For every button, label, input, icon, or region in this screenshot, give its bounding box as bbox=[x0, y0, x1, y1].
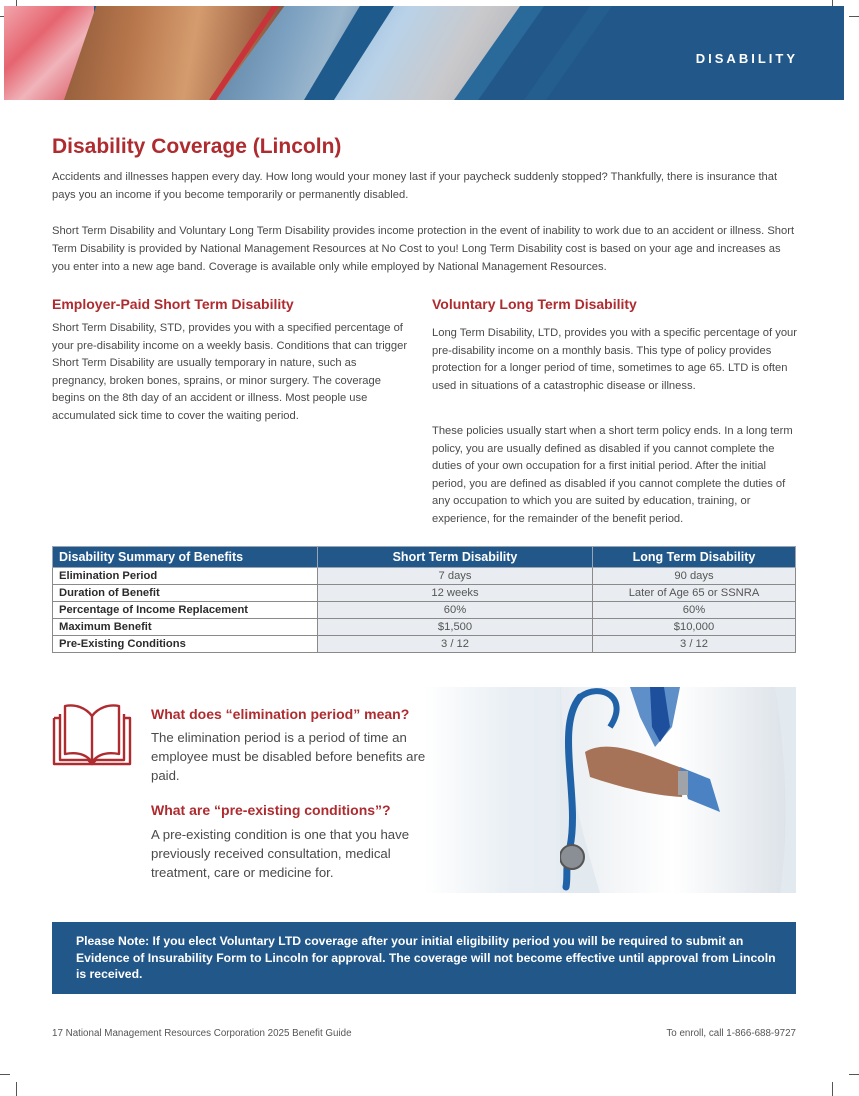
table-row bbox=[53, 619, 796, 636]
intro-paragraph: Accidents and illnesses happen every day. How long would your money last if your paycheck suddenly stopped? Thankfully, there is insurance that pays you an income if you become temporarily or permanently disabled. bbox=[52, 171, 778, 201]
std-value: 60% bbox=[318, 602, 593, 619]
std-heading: Employer-Paid Short Term Disability bbox=[52, 296, 294, 312]
ltd-value: 3 / 12 bbox=[593, 636, 796, 653]
row-label: Percentage of Income Replacement bbox=[53, 602, 318, 619]
std-value: $1,500 bbox=[318, 619, 593, 636]
column-header: Disability Summary of Benefits bbox=[53, 547, 318, 568]
banner-blue-stripe bbox=[524, 6, 634, 100]
ltd-heading: Voluntary Long Term Disability bbox=[432, 296, 637, 312]
std-value: 3 / 12 bbox=[318, 636, 593, 653]
header-banner bbox=[4, 6, 844, 100]
ltd-value: $10,000 bbox=[593, 619, 796, 636]
open-book-icon bbox=[52, 702, 132, 766]
faq-answer: A pre-existing condition is one that you have previously received consultation, medical treatment, care or medicine for. bbox=[151, 827, 410, 880]
table-header-row bbox=[53, 547, 796, 568]
ltd-body: These policies usually start when a short term policy ends. In a long term policy, you are usually defined as disabled if you cannot complete the duties of your own occupation for a first initial period. After the initial period, you are defined as disabled if you cannot complete the duties of any occupation to which you are suited by education, training, or experience, for the remainder of the benefit period. bbox=[432, 425, 793, 525]
footer-page-info: 17 National Management Resources Corporation 2025 Benefit Guide bbox=[52, 1028, 352, 1039]
table-row bbox=[53, 602, 796, 619]
std-body: Short Term Disability, STD, provides you with a specified percentage of your pre-disability income on a weekly basis. Conditions that can trigger Short Term Disability are usually temporary in nature, such as pregnancy, broken bones, sprains, or minor surgery. The coverage begins on the 8th day of an accident or illness. Most people use accumulated sick time to cover the waiting period. bbox=[52, 322, 408, 422]
table-row bbox=[53, 585, 796, 602]
footer-enroll-phone: To enroll, call 1-866-688-9727 bbox=[666, 1028, 796, 1039]
page-title: Disability Coverage (Lincoln) bbox=[52, 135, 342, 158]
crop-mark bbox=[0, 1074, 10, 1075]
benefits-summary-table bbox=[52, 546, 796, 653]
ltd-value: Later of Age 65 or SSNRA bbox=[593, 585, 796, 602]
std-value: 12 weeks bbox=[318, 585, 593, 602]
std-value: 7 days bbox=[318, 568, 593, 585]
faq-question: What are “pre-existing conditions”? bbox=[151, 802, 391, 818]
intro-paragraph: Short Term Disability and Voluntary Long Term Disability provides income protection in the event of inability to work due to an accident or illness. Short Term Disability is provided by National Management Resources at No Cost to you! Long Term Disability cost is based on your age and increases as you enter into a new age band. Coverage is available only while employed by National Management Resources. bbox=[52, 225, 795, 273]
doctor-photo bbox=[560, 687, 796, 893]
table-row bbox=[53, 636, 796, 653]
row-label: Elimination Period bbox=[53, 568, 318, 585]
ltd-body: Long Term Disability, LTD, provides you with a specific percentage of your pre-disability income on a monthly basis. This type of policy provides protection for a longer period of time, sometimes to age 65. LTD is often used in situations of a catastrophic disease or illness. bbox=[432, 327, 798, 392]
section-label: DISABILITY bbox=[695, 51, 798, 66]
column-header: Short Term Disability bbox=[318, 547, 593, 568]
please-note-callout bbox=[52, 922, 796, 994]
crop-mark bbox=[849, 1074, 859, 1075]
crop-mark bbox=[832, 1082, 833, 1096]
crop-mark bbox=[849, 16, 859, 17]
ltd-value: 60% bbox=[593, 602, 796, 619]
crop-mark bbox=[16, 1082, 17, 1096]
row-label: Maximum Benefit bbox=[53, 619, 318, 636]
faq-answer: The elimination period is a period of time an employee must be disabled before benefits are paid. bbox=[151, 730, 426, 783]
row-label: Duration of Benefit bbox=[53, 585, 318, 602]
row-label: Pre-Existing Conditions bbox=[53, 636, 318, 653]
ltd-value: 90 days bbox=[593, 568, 796, 585]
table-row bbox=[53, 568, 796, 585]
faq-question: What does “elimination period” mean? bbox=[151, 706, 410, 722]
note-text: Please Note: If you elect Voluntary LTD coverage after your initial eligibility period you will be required to submit an Evidence of Insurability Form to Lincoln for approval. The coverage will not become effective until approval from Lincoln is received. bbox=[76, 934, 776, 981]
column-header: Long Term Disability bbox=[593, 547, 796, 568]
